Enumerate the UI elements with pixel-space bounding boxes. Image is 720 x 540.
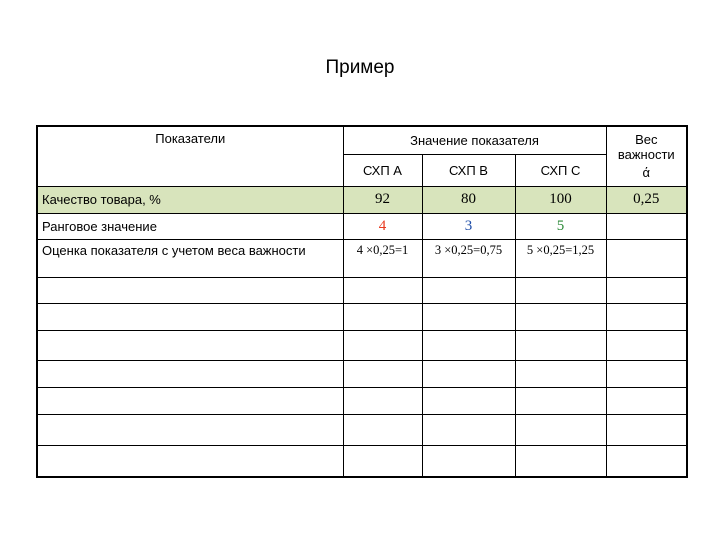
header-indicators: Показатели bbox=[37, 126, 343, 186]
weight-value: 0,25 bbox=[606, 186, 687, 213]
subheader-b: СХП В bbox=[422, 154, 515, 186]
empty-cell bbox=[343, 277, 422, 303]
empty-cell bbox=[515, 303, 606, 330]
empty-cell bbox=[606, 414, 687, 445]
value-a: 92 bbox=[343, 186, 422, 213]
header-weight bbox=[606, 126, 687, 186]
empty-cell bbox=[37, 330, 343, 360]
empty-cell bbox=[606, 303, 687, 330]
empty-cell bbox=[515, 277, 606, 303]
empty-cell bbox=[37, 414, 343, 445]
empty-cell bbox=[606, 213, 687, 239]
rank-b: 3 bbox=[422, 213, 515, 239]
value-c: 100 bbox=[515, 186, 606, 213]
header-weight-symbol: ά bbox=[642, 165, 651, 181]
empty-cell bbox=[422, 387, 515, 414]
empty-cell bbox=[606, 360, 687, 387]
table-row-empty bbox=[37, 330, 687, 360]
empty-cell bbox=[343, 303, 422, 330]
subheader-a: СХП А bbox=[343, 154, 422, 186]
table-row-weighted bbox=[37, 239, 687, 277]
table-row-empty bbox=[37, 387, 687, 414]
empty-cell bbox=[37, 303, 343, 330]
slide-title: Пример bbox=[325, 57, 395, 78]
value-b: 80 bbox=[422, 186, 515, 213]
empty-cell bbox=[37, 277, 343, 303]
empty-cell bbox=[422, 414, 515, 445]
table-row-empty bbox=[37, 360, 687, 387]
empty-cell bbox=[422, 445, 515, 477]
empty-cell bbox=[422, 360, 515, 387]
empty-cell bbox=[37, 360, 343, 387]
table-row-rank bbox=[37, 213, 687, 239]
empty-cell bbox=[343, 387, 422, 414]
empty-cell bbox=[606, 277, 687, 303]
table-row-empty bbox=[37, 414, 687, 445]
empty-cell bbox=[515, 360, 606, 387]
empty-cell bbox=[422, 330, 515, 360]
subheader-c: СХП С bbox=[515, 154, 606, 186]
empty-cell bbox=[343, 360, 422, 387]
table-row-empty bbox=[37, 277, 687, 303]
empty-cell bbox=[343, 414, 422, 445]
indicator-table bbox=[36, 125, 688, 478]
empty-cell bbox=[515, 387, 606, 414]
weighted-c: 5 ×0,25=1,25 bbox=[515, 239, 606, 277]
row-label: Ранговое значение bbox=[37, 213, 343, 239]
empty-cell bbox=[606, 330, 687, 360]
empty-cell bbox=[37, 445, 343, 477]
empty-cell bbox=[515, 445, 606, 477]
empty-cell bbox=[422, 277, 515, 303]
weighted-a: 4 ×0,25=1 bbox=[343, 239, 422, 277]
empty-cell bbox=[515, 330, 606, 360]
rank-a: 4 bbox=[343, 213, 422, 239]
header-weight-line1: Вес bbox=[635, 132, 658, 148]
empty-cell bbox=[37, 387, 343, 414]
table-row-quality bbox=[37, 186, 687, 213]
table-row-empty bbox=[37, 445, 687, 477]
header-weight-line2: важности bbox=[617, 147, 675, 163]
empty-cell bbox=[343, 330, 422, 360]
empty-cell bbox=[606, 387, 687, 414]
table-row-empty bbox=[37, 303, 687, 330]
row-label: Оценка показателя с учетом веса важности bbox=[37, 239, 343, 277]
weighted-b: 3 ×0,25=0,75 bbox=[422, 239, 515, 277]
empty-cell bbox=[515, 414, 606, 445]
header-value: Значение показателя bbox=[343, 126, 606, 154]
empty-cell bbox=[343, 445, 422, 477]
row-label: Качество товара, % bbox=[37, 186, 343, 213]
rank-c: 5 bbox=[515, 213, 606, 239]
empty-cell bbox=[606, 239, 687, 277]
empty-cell bbox=[606, 445, 687, 477]
empty-cell bbox=[422, 303, 515, 330]
